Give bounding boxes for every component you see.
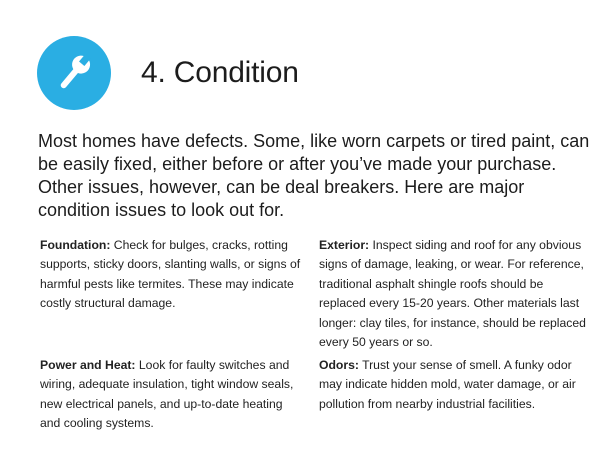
item-text: Look for faulty switches and wiring, adequate insulation, tight window seals, new electrical panels, and up-to-date heating and cooling systems. xyxy=(40,358,294,431)
item-text: Trust your sense of smell. A funky odor may indicate hidden mold, water damage, or air pollution from nearby industrial facilities. xyxy=(319,358,576,411)
wrench-icon-badge xyxy=(37,36,111,110)
item-label: Power and Heat: xyxy=(40,358,136,372)
condition-item-odors xyxy=(319,356,587,414)
item-text: Inspect siding and roof for any obvious signs of damage, leaking, or wear. For reference, traditional asphalt shingle roofs should be replaced every 15-20 years. Other materials last longer: clay tiles, for instance, should be replaced every 50 years or so. xyxy=(319,238,586,350)
page-title: 4. Condition xyxy=(141,56,299,89)
condition-item-foundation xyxy=(40,236,305,314)
wrench-icon xyxy=(51,50,97,96)
condition-item-power-and-heat xyxy=(40,356,305,434)
item-label: Odors: xyxy=(319,358,359,372)
intro-paragraph: Most homes have defects. Some, like worn carpets or tired paint, can be easily fixed, either before or after you’ve made your purchase. Other issues, however, can be deal breakers. Here are major condition issues to look out for. xyxy=(38,131,590,220)
section-header xyxy=(37,36,299,110)
item-text: Check for bulges, cracks, rotting supports, sticky doors, slanting walls, or signs of harmful pests like termites. These may indicate costly structural damage. xyxy=(40,238,301,311)
condition-item-exterior xyxy=(319,236,587,352)
item-label: Foundation: xyxy=(40,238,111,252)
item-label: Exterior: xyxy=(319,238,370,252)
